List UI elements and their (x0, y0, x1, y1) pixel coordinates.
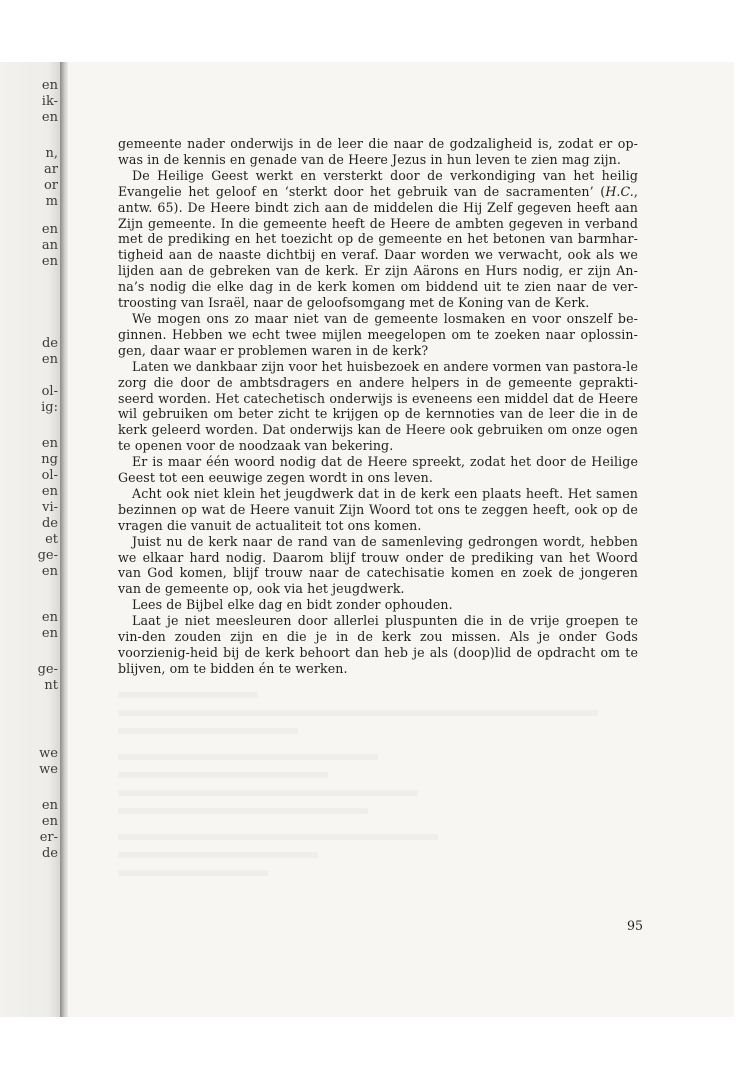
facing-page-fragment: en (41, 798, 58, 813)
facing-page-fragment: we (39, 746, 58, 761)
facing-page-fragment: ge- (37, 548, 58, 563)
facing-page-fragment: n, (45, 146, 58, 161)
facing-page-fragment: de (41, 336, 58, 351)
facing-page-fragment: en (41, 626, 58, 641)
paragraph: Acht ook niet klein het jeugdwerk dat in de kerk een plaats heeft. Het samen bezinnen op wat de Heere vanuit Zijn Woord tot ons te zeggen heeft, ook op de vragen die vanuit de actualiteit tot ons komen. (118, 485, 638, 533)
paragraph: gemeente nader onderwijs in de leer die naar de godzaligheid is, zodat er op-was in de kennis en genade van de Heere Jezus in hun leven te zien mag zijn. (118, 136, 638, 167)
facing-page-fragment: en (41, 222, 58, 237)
facing-page-fragment: vi- (42, 500, 58, 515)
facing-page-edge (0, 62, 60, 1017)
body-text (118, 136, 638, 677)
paragraph: Laat je niet meesleuren door allerlei pluspunten die in de vrije groepen te vin-den zouden zijn en die je in de kerk zou missen. Als je onder Gods voorzienig-heid bij de kerk behoort dan heb je als (doop)lid de opdracht om te blijven, om te bidden én te werken. (118, 613, 638, 676)
paragraph: Er is maar één woord nodig dat de Heere spreekt, zodat het door de Heilige Geest tot een eeuwige zegen wordt in ons leven. (118, 454, 638, 486)
facing-page-fragment: ng (41, 452, 58, 467)
facing-page-fragment: en (41, 564, 58, 579)
page-number: 95 (626, 918, 643, 933)
facing-page-fragment: en (41, 436, 58, 451)
facing-page-fragment: we (39, 762, 58, 777)
paragraph: Lees de Bijbel elke dag en bidt zonder ophouden. (132, 597, 453, 613)
paragraph: We mogen ons zo maar niet van de gemeente losmaken en voor onszelf be-ginnen. Hebben we echt twee mijlen meegelopen om te zoeken naar oplossin-gen, daar waar er problemen waren in de kerk? (118, 310, 638, 358)
paragraph: De Heilige Geest werkt en versterkt door de verkondiging van het heilig Evangelie het geloof en ‘sterkt door het gebruik van de sacramenten’ (H.C., antw. 65). De Heere bindt zich aan de middelen die Hij Zelf gegeven heeft aan Zijn gemeente. In die gemeente heeft de Heere de ambten gegeven in verband met de prediking en het toezicht op de gemeente en het betonen van barmhar-tigheid aan de naaste dichtbij en veraf. Daar worden we verwacht, ook als we lijden aan de gebreken van de kerk. Er zijn Aärons en Hurs nodig, er zijn An-na’s nodig die elke dag in de kerk komen om biddend uit te zien naar de ver-troosting van Israël, naar de geloofsomgang met de Koning van de Kerk. (118, 167, 638, 311)
facing-page-fragment: en (41, 110, 58, 125)
facing-page-fragment: ge- (37, 662, 58, 677)
facing-page-fragment: en (41, 610, 58, 625)
facing-page-fragment: en (41, 254, 58, 269)
book-gutter (60, 62, 68, 1017)
facing-page-fragment: or (43, 178, 58, 193)
facing-page-fragment: en (41, 484, 58, 499)
facing-page-fragment: en (41, 814, 58, 829)
facing-page-fragment: ik- (41, 94, 58, 109)
citation: H.C. (605, 183, 634, 199)
facing-page-fragment: m (45, 194, 58, 209)
facing-page-fragment: de (41, 846, 58, 861)
facing-page-fragment: er- (39, 830, 58, 845)
paragraph: Juist nu de kerk naar de rand van de samenleving gedrongen wordt, hebben we elkaar hard nodig. Daarom blijf trouw onder de prediking van het Woord van God komen, blijf trouw naar de catechisatie komen en zoek de jongeren van de gemeente op, ook via het jeugdwerk. (118, 533, 638, 597)
paragraph: Laten we dankbaar zijn voor het huisbezoek en andere vormen van pastora-le zorg die door de ambtsdragers en andere helpers in de gemeente geprakti-seerd worden. Het catechetisch onderwijs is eveneens een middel dat de Heere wil gebruiken om beter zicht te krijgen op de kernnoties van de leer die in de kerk geleerd worden. Dat onderwijs kan de Heere ook gebruiken om onze ogen te openen voor de noodzaak van bekering. (118, 358, 638, 454)
facing-page-fragment: ig: (41, 400, 58, 415)
facing-page-fragment: en (41, 78, 58, 93)
facing-page-fragment: ar (44, 162, 58, 177)
facing-page-fragment: de (41, 516, 58, 531)
facing-page-fragment: en (41, 352, 58, 367)
facing-page-fragment: ol- (41, 468, 58, 483)
facing-page-fragment: nt (44, 678, 58, 693)
facing-page-fragment: et (45, 532, 58, 547)
facing-page-fragment: ol- (41, 384, 58, 399)
show-through-text (118, 692, 618, 912)
facing-page-fragment: an (41, 238, 58, 253)
